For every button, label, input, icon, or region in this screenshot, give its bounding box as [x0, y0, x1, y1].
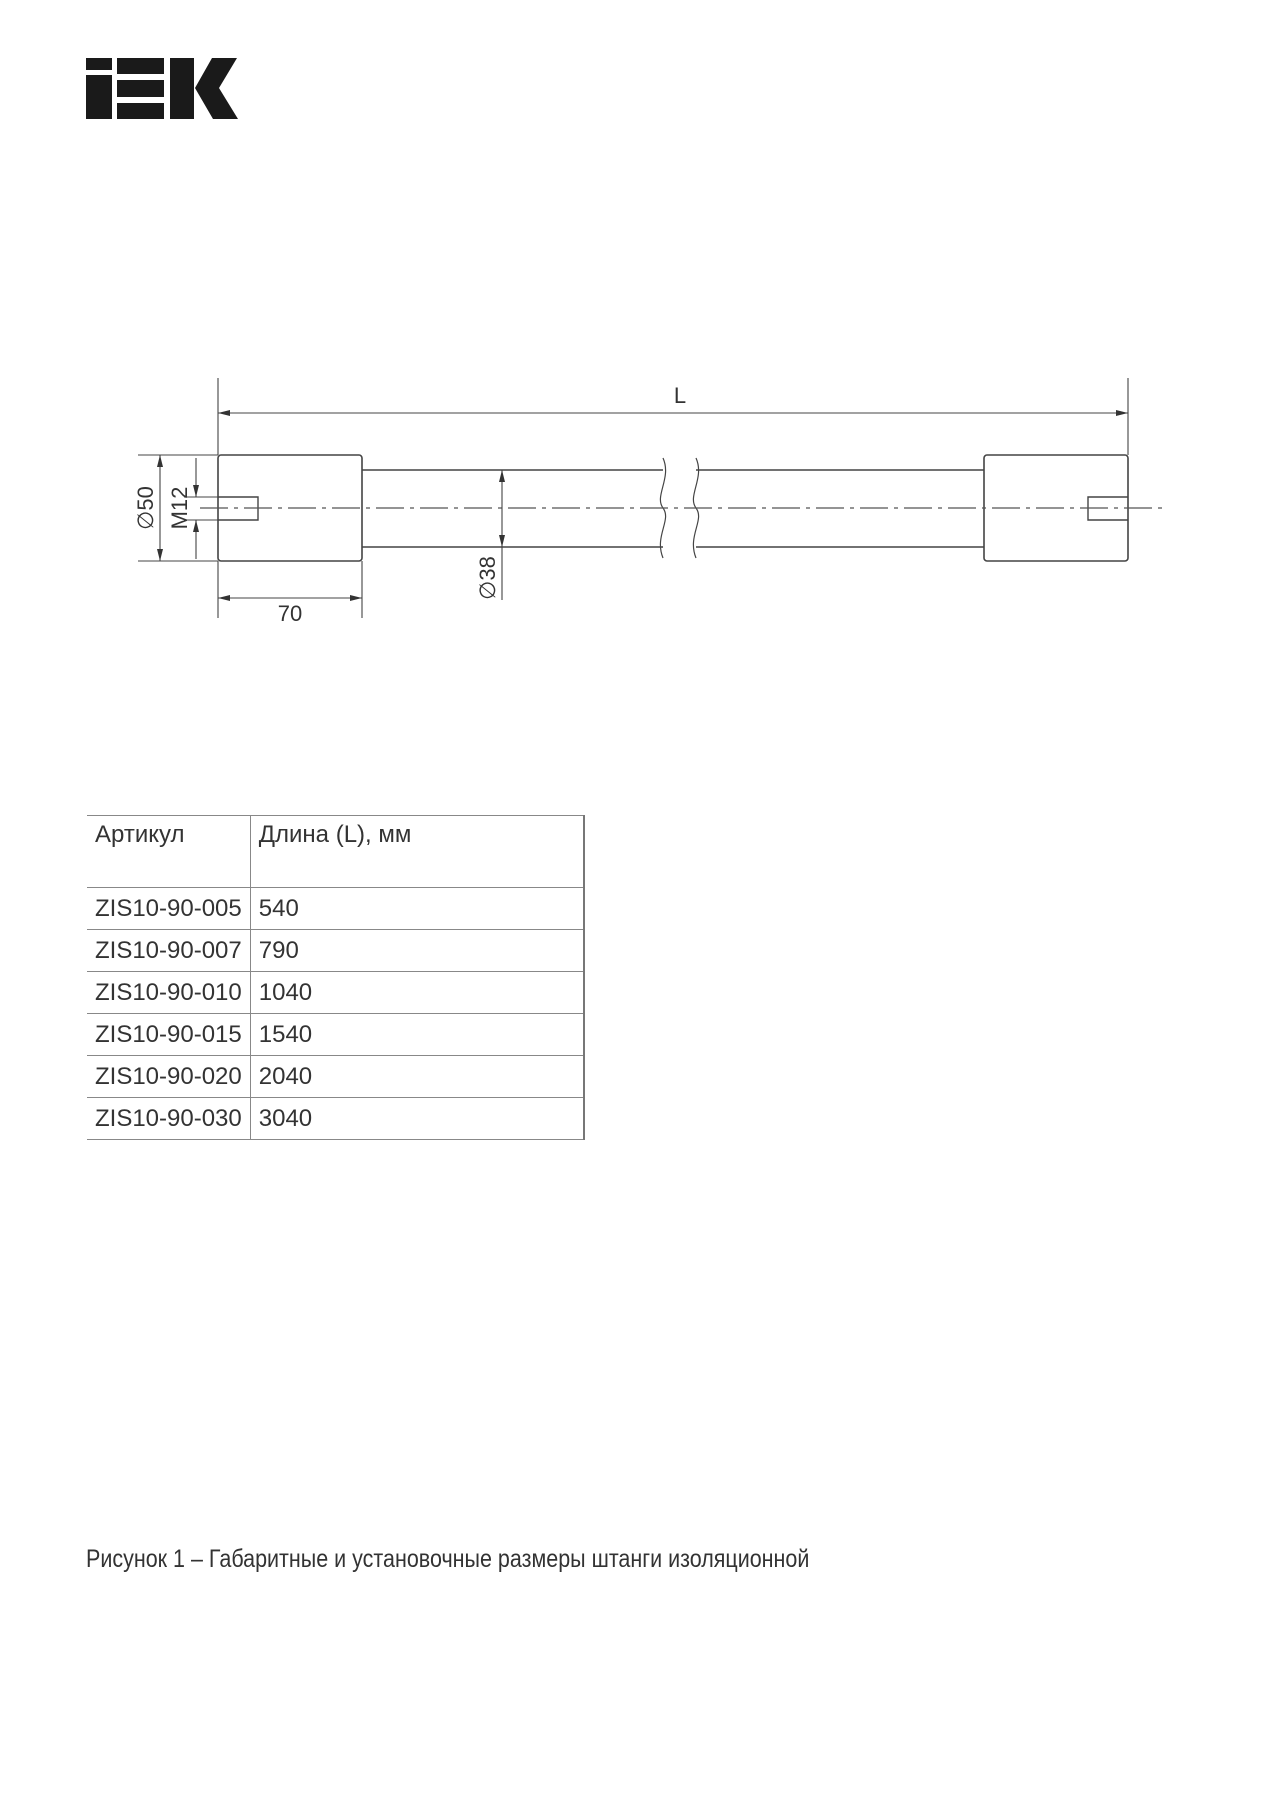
- length-cell: 790: [250, 930, 584, 972]
- article-cell: ZIS10-90-030: [87, 1098, 250, 1140]
- table-row: [87, 1056, 584, 1098]
- article-cell: ZIS10-90-015: [87, 1014, 250, 1056]
- table-row: [87, 1014, 584, 1056]
- figure-caption: Рисунок 1 – Габаритные и установочные размеры штанги изоляционной: [86, 1545, 810, 1573]
- label-length: L: [673, 383, 687, 408]
- table-row: [87, 930, 584, 972]
- table-row: [87, 972, 584, 1014]
- article-cell: ZIS10-90-010: [87, 972, 250, 1014]
- length-cell: 2040: [250, 1056, 584, 1098]
- table-row: [87, 1098, 584, 1140]
- article-length-table: [87, 815, 585, 1140]
- article-cell: ZIS10-90-007: [87, 930, 250, 972]
- article-cell: ZIS10-90-020: [87, 1056, 250, 1098]
- header-length: Длина (L), мм: [250, 816, 584, 888]
- header-article: Артикул: [87, 816, 250, 888]
- table-header-row: [87, 816, 584, 888]
- article-cell: ZIS10-90-005: [87, 888, 250, 930]
- rod-dimension-drawing: [0, 0, 1280, 700]
- table-row: [87, 888, 584, 930]
- label-thread: M12: [167, 486, 192, 530]
- length-cell: 1040: [250, 972, 584, 1014]
- length-cell: 1540: [250, 1014, 584, 1056]
- label-end-diameter: ∅50: [133, 486, 158, 530]
- label-end-length: 70: [277, 601, 303, 626]
- length-cell: 540: [250, 888, 584, 930]
- label-rod-diameter: ∅38: [475, 556, 500, 600]
- length-cell: 3040: [250, 1098, 584, 1140]
